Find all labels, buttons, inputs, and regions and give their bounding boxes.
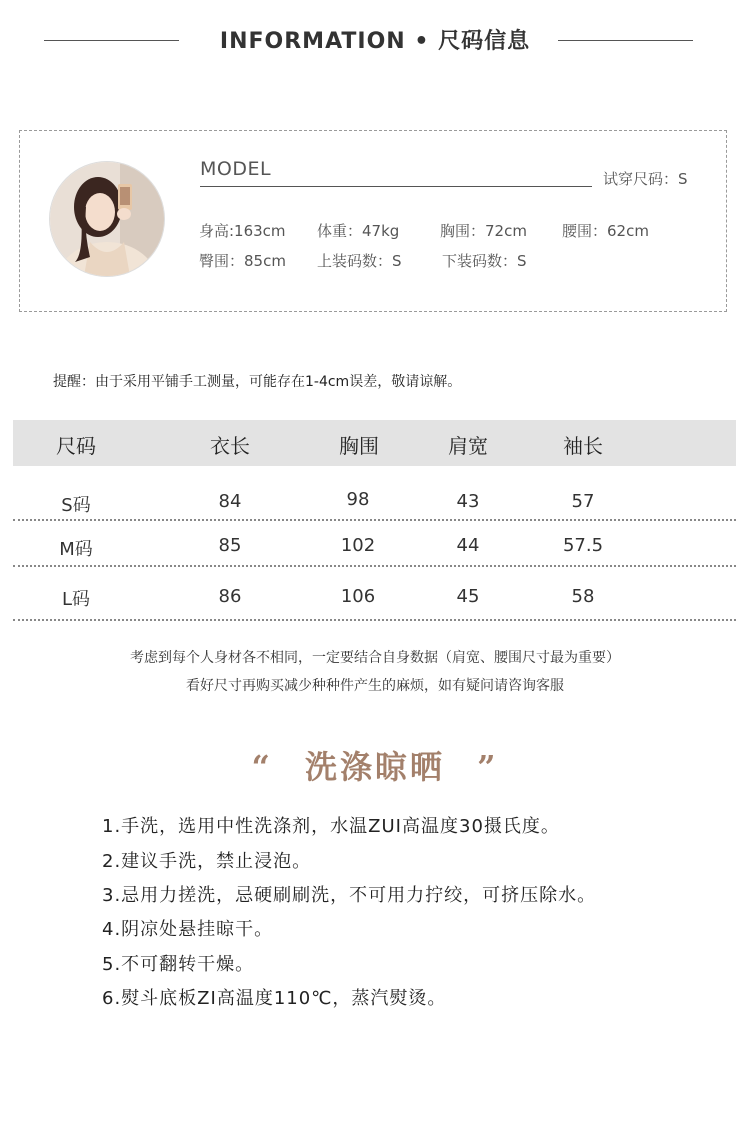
- table-cell: 102: [340, 535, 376, 556]
- table-cell: 57: [571, 491, 595, 512]
- table-cell: 84: [218, 491, 242, 512]
- close-quote: ”: [477, 748, 499, 786]
- size-note-1: 考虑到每个人身材各不相同，一定要结合自身数据（肩宽、腰围尺寸最为重要）: [130, 650, 620, 666]
- stat-hip: 臀围：85cm: [199, 252, 286, 270]
- row-divider: [13, 619, 736, 621]
- wash-instruction: 4.阴凉处悬挂晾干。: [102, 919, 274, 940]
- table-cell: L码: [61, 589, 91, 610]
- table-cell: 45: [456, 586, 480, 607]
- stat-top-size: 上装码数：S: [317, 252, 402, 270]
- stat-height: 身高:163cm: [199, 222, 286, 240]
- open-quote: “: [251, 748, 273, 786]
- page-title: INFORMATION • 尺码信息: [219, 29, 531, 54]
- table-cell: S码: [61, 495, 91, 516]
- header-rule-right: [558, 40, 693, 41]
- table-cell: 44: [456, 535, 480, 556]
- try-size: 试穿尺码：S: [603, 170, 688, 188]
- col-header-bust: 胸围: [339, 434, 379, 458]
- model-label: MODEL: [200, 158, 272, 180]
- col-header-size: 尺码: [56, 434, 96, 458]
- table-cell: 86: [218, 586, 242, 607]
- table-cell: 58: [571, 586, 595, 607]
- wash-section-title: [0, 742, 750, 788]
- model-underline: [200, 186, 592, 187]
- size-note-2: 看好尺寸再购买减少种种件产生的麻烦，如有疑问请咨询客服: [186, 678, 564, 694]
- wash-instruction: 5.不可翻转干燥。: [102, 954, 255, 975]
- table-cell: 57.5: [562, 535, 604, 556]
- stat-bust: 胸围：72cm: [440, 222, 527, 240]
- model-photo: [50, 162, 164, 276]
- stat-weight: 体重：47kg: [317, 222, 400, 240]
- table-cell: 106: [340, 586, 376, 607]
- col-header-shoulder: 肩宽: [448, 434, 488, 458]
- measurement-tip: 提醒：由于采用平铺手工测量，可能存在1-4cm误差，敬请谅解。: [53, 374, 462, 390]
- wash-title-text: 洗涤晾晒: [304, 748, 445, 786]
- wash-instruction: 1.手洗，选用中性洗涤剂，水温ZUI高温度30摄氏度。: [102, 816, 560, 837]
- model-avatar: [50, 162, 164, 276]
- wash-instruction: 6.熨斗底板ZI高温度110℃，蒸汽熨烫。: [102, 988, 447, 1009]
- col-header-length: 衣长: [210, 434, 250, 458]
- row-divider: [13, 565, 736, 567]
- stat-waist: 腰围：62cm: [562, 222, 649, 240]
- table-cell: 43: [456, 491, 480, 512]
- col-header-sleeve: 袖长: [563, 434, 603, 458]
- table-cell: 98: [346, 489, 370, 510]
- stat-bottom-size: 下装码数：S: [442, 252, 527, 270]
- table-cell: 85: [218, 535, 242, 556]
- row-divider: [13, 519, 736, 521]
- table-cell: M码: [59, 539, 93, 560]
- wash-instruction: 2.建议手洗，禁止浸泡。: [102, 851, 312, 872]
- wash-instruction: 3.忌用力搓洗，忌硬刷刷洗，不可用力拧绞，可挤压除水。: [102, 885, 597, 906]
